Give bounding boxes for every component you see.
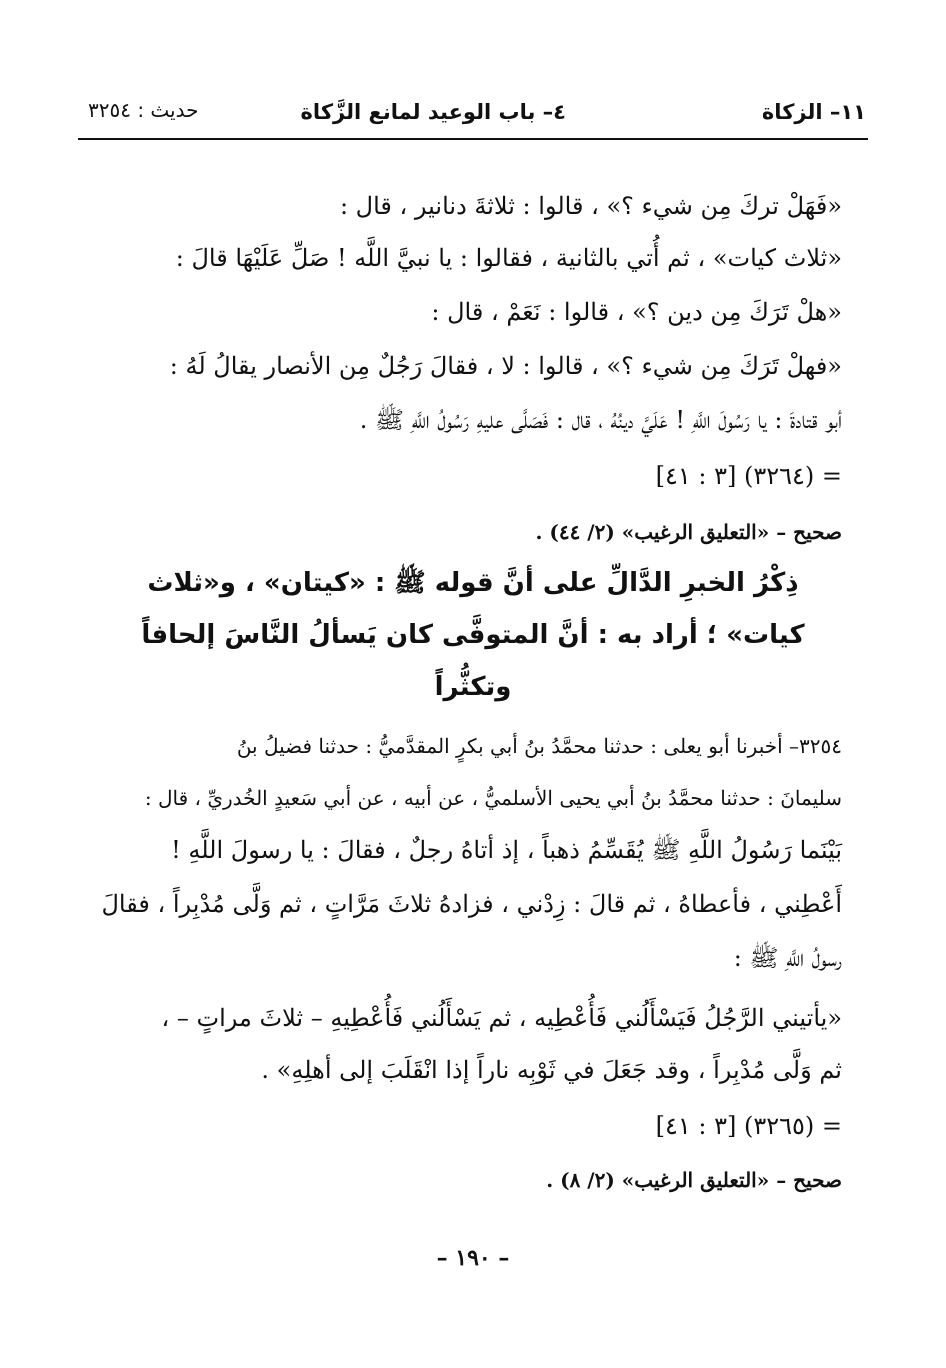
isnad-line: سليمانَ : حدثنا محمَّدُ بنُ أبي يحيى الأسلميُّ ، عن أبيه ، عن أبي سَعيدٍ الخُدريِّ ، قال : xyxy=(144,786,842,810)
text-line: «فَهَلْ تركَ مِن شيء ؟» ، قالوا : ثلاثةَ دنانير ، قال : xyxy=(339,192,842,220)
cross-reference: = (٣٢٦٤) [٣ : ٤١] xyxy=(655,462,842,490)
hadith-text-line: أَعْطِني ، فأعطاهُ ، ثم قالَ : زِدْني ، فزادهُ ثلاثَ مَرَّاتٍ ، ثم وَلَّى مُدْبِراً ، فقالَ xyxy=(101,890,842,918)
hadith-text-line: «يأتيني الرَّجُلُ فَيَسْأَلُني فَأُعْطِيه ، ثم يَسْأَلُني فَأُعْطِيهِ – ثلاثَ مراتٍ – ، xyxy=(161,1004,842,1032)
hadith-text-line: رسولُ اللَّهِ ﷺ : xyxy=(733,944,842,972)
isnad-line: ٣٢٥٤– أخبرنا أبو يعلى : حدثنا محمَّدُ بنُ أبي بكرٍ المقدَّميُّ : حدثنا فضيلُ بنُ xyxy=(236,734,842,758)
text-line: «ثلاث كيات» ، ثم أُتي بالثانية ، فقالوا : يا نبيَّ اللَّه ! صَلِّ عَلَيْهَا قالَ : xyxy=(175,244,842,272)
grading: صحيح – «التعليق الرغيب» (٢/ ٨) . xyxy=(546,1168,842,1192)
header-rule xyxy=(78,138,868,140)
chapter-heading-line: ذِكْرُ الخبرِ الدَّالِّ على أنَّ قوله ﷺ : «كيتان» ، و«ثلاث xyxy=(147,568,799,598)
chapter-title: ١١– الزكاة xyxy=(761,100,866,124)
hadith-text-line: ثم وَلَّى مُدْبِراً ، وقد جَعَلَ في ثَوْبِه ناراً إذا انْقَلَبَ إلى أهلِهِ» . xyxy=(261,1056,842,1084)
section-title: ٤– باب الوعيد لمانع الزَّكاة xyxy=(300,100,566,124)
cross-reference: = (٣٢٦٥) [٣ : ٤١] xyxy=(655,1112,842,1140)
chapter-heading-line: وتكثُّراً xyxy=(434,672,512,702)
running-header xyxy=(80,92,866,132)
page-number: – ١٩٠ – xyxy=(436,1245,510,1271)
hadith-number-header: حديث : ٣٢٥٤ xyxy=(88,98,199,122)
text-line: أبو قتادةَ : يا رَسُولَ اللَّهِ ! عَلَيَّ دينُهُ ، قال : فَصَلَّى عليهِ رَسُولُ اللَّهِ ﷺ . xyxy=(359,406,842,434)
chapter-heading-line: كيات» ؛ أراد به : أنَّ المتوفَّى كان يَسألُ النَّاسَ إلحافاً xyxy=(141,620,805,650)
grading: صحيح – «التعليق الرغيب» (٢/ ٤٤) . xyxy=(535,520,842,544)
hadith-text-line: بَيْنَما رَسُولُ اللَّهِ ﷺ يُقَسِّمُ ذهباً ، إذ أتاهُ رجلٌ ، فقالَ : يا رسولَ اللَّهِ ! xyxy=(171,836,842,864)
text-line: «هلْ تَرَكَ مِن دين ؟» ، قالوا : نَعَمْ ، قال : xyxy=(431,298,842,326)
text-line: «فهلْ تَرَكَ مِن شيء ؟» ، قالوا : لا ، فقالَ رَجُلٌ مِن الأنصار يقالُ لَهُ : xyxy=(169,352,842,380)
